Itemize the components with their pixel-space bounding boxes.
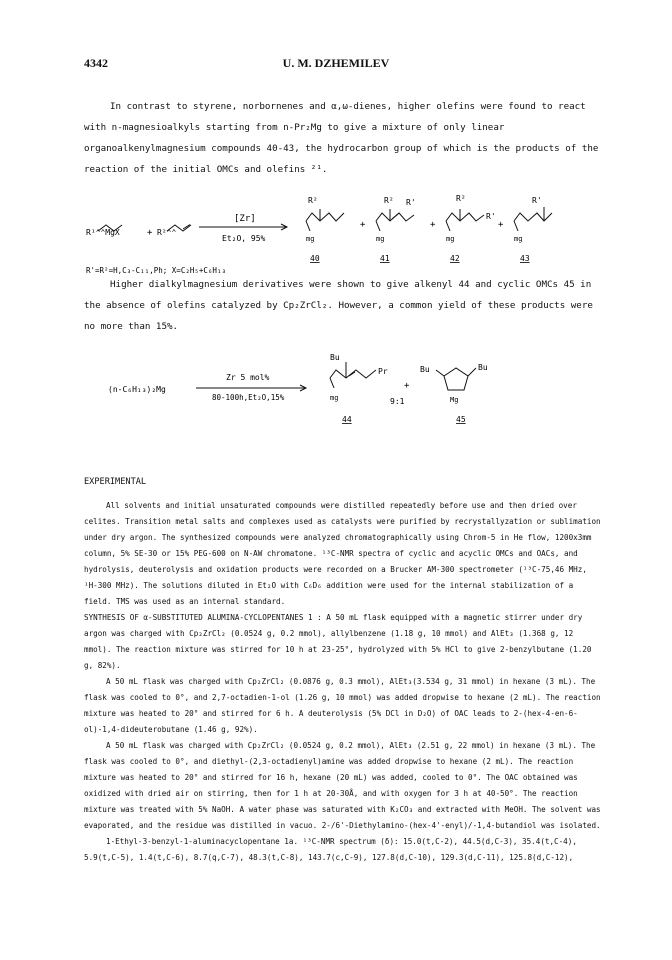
conditions-label: Et₂O, 95% — [222, 234, 266, 243]
r-label-3: R' — [406, 198, 416, 207]
mg-label-41: mg — [376, 235, 385, 243]
experimental-paragraph-2: SYNTHESIS OF α-SUBSTITUTED ALUMINA-CYCLOPENTANES 1 : A 50 mL flask equipped with a magnetic stirrer under dry argon was charged with Cp₂ZrCl₂ (0.0524 g, 0.2 mmol), allylbenzene (1.18 g, 10 mmol) and AlEt₃ (1.368 g, 12 mmol). The reaction mixture was stirred for 10 h at 23-25°, hydrolyzed with 5% HCl to give 2-benzylbutane (1.20 g, 82%). — [84, 613, 592, 670]
r-label-1: R² — [308, 196, 318, 205]
mg-label-44: mg — [330, 394, 339, 402]
plus-sign-4: + — [498, 220, 504, 230]
running-title: U. M. DZHEMILEV — [282, 56, 390, 70]
product-label-42: 42 — [450, 254, 460, 263]
catalyst-label-2: Zr 5 mol% — [226, 373, 270, 382]
mg-label-43: mg — [514, 235, 523, 243]
product-label-41: 41 — [380, 254, 390, 263]
product-44-skeleton — [330, 370, 376, 378]
product-label-45: 45 — [456, 415, 466, 424]
product-label-43: 43 — [520, 254, 530, 263]
product-45-ring — [444, 368, 468, 390]
reagent-a-label: R¹⌃⌃MgX — [86, 228, 120, 237]
product-42-skeleton — [446, 213, 484, 221]
product-40-skeleton — [306, 213, 344, 221]
experimental-paragraph-3: A 50 mL flask was charged with Cp₂ZrCl₂ (0.0876 g, 0.3 mmol), AlEt₃(3.534 g, 31 mmol) in hexane (3 mL). The flask was cooled to 0°, and 2,7-octadien-1-ol (1.26 g, 10 mmol) was added dropwise to hexane (2 mL). The reaction mixture was heated to 20° and stirred for 6 h. A deuterolysis (5% DCl in D₂O) of OAC leads to 2-(hex-4-en-6-ol)-1,4-dideuterobutane (1.46 g, 92%). — [84, 677, 601, 734]
experimental-paragraph-1: All solvents and initial unsaturated compounds were distilled repeatedly before use and then dried over celites. Transition metal salts and complexes used as catalysts were purified by recrystallyzation or sublimation under dry argon. The synthesized compounds were analyzed chromatographically using Chrom-5 in He flow, 1200x3mm column, 5% SE-30 or 15% PEG-600 on N-AW chromatone. ¹³C-NMR spectra of cyclic and acyclic OMCs and OACs, and hydrolysis, deuterolysis and oxidation products were recorded on a Brucker AM-300 spectrometer (¹³C-75,46 MHz, ¹H-300 MHz). The solutions diluted in Et₂O with C₆D₆ addition were used for the internal stabilization of a field. TMS was used as an internal standard. — [84, 501, 601, 606]
intro-paragraph-2 — [84, 274, 604, 337]
r-label-5: R' — [486, 212, 496, 221]
conditions-label-2: 80-100h,Et₂O,15% — [212, 393, 285, 402]
catalyst-label: [Zr] — [234, 214, 256, 224]
substituent-pr-44: Pr — [378, 367, 388, 376]
experimental-section — [84, 498, 604, 866]
r-label-4: R² — [456, 194, 466, 203]
scheme-1 — [84, 185, 604, 280]
substituent-bu-44: Bu — [330, 353, 340, 362]
plus-sign-1: + — [147, 228, 153, 238]
experimental-heading: EXPERIMENTAL — [84, 477, 147, 487]
scheme-2 — [84, 348, 604, 458]
page-number: 4342 — [84, 56, 108, 70]
r-label-6: R' — [532, 196, 542, 205]
substituent-bu-45-left: Bu — [420, 365, 430, 374]
r-label-2: R² — [384, 196, 394, 205]
experimental-paragraph-5: 1-Ethyl-3-benzyl-1-aluminacyclopentane 1a. ¹³C-NMR spectrum (δ): 15.0(t,C-2), 44.5(d,C-3), 35.4(t,C-4), 5.9(t,C-5), 1.4(t,C-6), 8.7(q,C-7), 48.3(t,C-8), 143.7(c,C-9), 127.8(d,C-10), 129.3(d,C-11), 125.8(d,C-12), — [84, 837, 577, 862]
scheme-1-legend: R'=R²=H,C₃-C₁₁,Ph; X=C₂H₅+C₆H₁₃ — [86, 266, 226, 275]
intro-paragraph-2-text: Higher dialkylmagnesium derivatives were shown to give alkenyl 44 and cyclic OMCs 45 in the absence of olefins catalyzed by Cp₂ZrCl₂. However, a common yield of these products were no more than 15%. — [84, 279, 593, 332]
product-label-40: 40 — [310, 254, 320, 263]
substituent-bu-45-right: Bu — [478, 363, 488, 372]
reagent-label: (n-C₆H₁₃)₂Mg — [108, 385, 166, 394]
product-ratio: 9:1 — [390, 397, 405, 406]
intro-paragraph-1-text: In contrast to styrene, norbornenes and α,ω-dienes, higher olefins were found to react with n-magnesioalkyls starting from n-Pr₂Mg to give a mixture of only linear organoalkenylmagnesium compounds 40-43, the hydrocarbon group of which is the products of the reaction of the initial OMCs and olefins ²¹. — [84, 101, 599, 175]
plus-sign-2: + — [360, 220, 366, 230]
mg-label-40: mg — [306, 235, 315, 243]
experimental-paragraph-4: A 50 mL flask was charged with Cp₂ZrCl₂ (0.0524 g, 0.2 mmol), AlEt₃ (2.51 g, 22 mmol) in hexane (3 mL). The flask was cooled to 0°, and diethyl-(2,3-octadienyl)amine was added dropwise to hexane (2 mL). The reaction mixture was heated to 20° and stirred for 16 h, hexane (20 mL) was added, cooled to 0°. The OAC obtained was oxidized with dried air on stirring, then for 1 h at 20-30Å, and with oxygen for 3 h at 40-50°. The reaction mixture was treated with 5% NaOH. A water phase was saturated with K₂CO₃ and extracted with MeOH. The solvent was evaporated, and the residue was distilled in vacuo. 2-/6'-Diethylamino-(hex-4'-enyl)/-1,4-butandiol was isolated. — [84, 741, 601, 830]
product-43-skeleton — [514, 213, 552, 221]
reagent-b-label: R²⌃⌃ — [157, 228, 177, 237]
mg-label-45: Mg — [450, 396, 459, 404]
mg-label-42: mg — [446, 235, 455, 243]
product-label-44: 44 — [342, 415, 352, 424]
plus-sign-5: + — [404, 381, 410, 391]
intro-paragraph-1 — [84, 96, 604, 180]
plus-sign-3: + — [430, 220, 436, 230]
